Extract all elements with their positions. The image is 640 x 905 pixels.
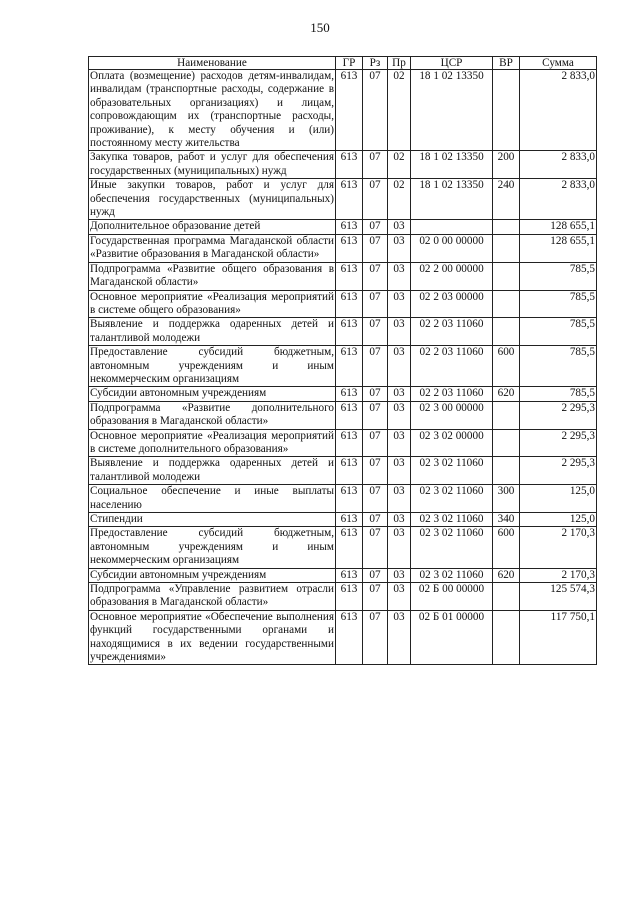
row-name-cell: Выявление и поддержка одаренных детей и талантливой молодежи — [90, 457, 334, 483]
row-name-cell: Основное мероприятие «Обеспечение выполнения функций государственными органами и находящимися в их ведении государственными учреждениями» — [90, 610, 334, 664]
row-rz-cell: 07 — [363, 70, 388, 151]
row-name-cell: Субсидии автономным учреждениям — [89, 568, 336, 582]
header-sum: Сумма — [520, 57, 597, 70]
row-sum-cell: 2 170,3 — [520, 527, 597, 568]
row-rz-cell: 07 — [363, 387, 388, 401]
row-sum-cell: 125,0 — [520, 513, 597, 527]
row-pr-cell: 03 — [388, 610, 411, 665]
row-sum-cell: 785,5 — [520, 346, 597, 387]
table-row — [89, 457, 597, 485]
row-name-cell: Предоставление субсидий бюджетным, автономным учреждениям и иным некоммерческим организациям — [90, 346, 334, 385]
row-rz-cell: 07 — [363, 234, 388, 262]
row-vr-cell — [493, 457, 520, 485]
row-rz-cell: 07 — [363, 457, 388, 485]
table-row — [89, 151, 597, 179]
table-row — [89, 387, 597, 401]
row-name-cell: Закупка товаров, работ и услуг для обеспечения государственных (муниципальных) нужд — [90, 151, 334, 177]
row-gr-cell: 613 — [336, 513, 363, 527]
row-name-cell: Подпрограмма «Развитие общего образования в Магаданской области» — [90, 262, 334, 289]
row-vr-cell: 200 — [493, 151, 520, 179]
row-rz-cell: 07 — [363, 527, 388, 568]
table-row — [89, 220, 597, 234]
row-gr-cell: 613 — [336, 234, 363, 262]
row-csr-cell: 02 3 02 11060 — [411, 457, 493, 485]
row-gr-cell: 613 — [336, 429, 363, 457]
row-sum-cell: 2 170,3 — [520, 568, 597, 582]
row-sum-cell: 2 295,3 — [520, 429, 597, 457]
row-gr-cell: 613 — [336, 485, 363, 513]
row-csr-cell: 18 1 02 13350 — [411, 70, 493, 151]
row-sum-cell: 2 833,0 — [520, 179, 597, 220]
row-gr-cell: 613 — [336, 220, 363, 234]
row-vr-cell: 620 — [493, 387, 520, 401]
row-csr-cell: 18 1 02 13350 — [411, 179, 493, 220]
row-vr-cell — [493, 318, 520, 346]
table-row — [89, 262, 597, 290]
row-sum-cell: 125 574,3 — [520, 583, 597, 611]
row-rz-cell: 07 — [363, 401, 388, 429]
row-rz-cell: 07 — [363, 513, 388, 527]
row-rz-cell: 07 — [363, 290, 388, 318]
row-name-cell: Социальное обеспечение и иные выплаты населению — [90, 485, 334, 511]
table-row — [89, 318, 597, 346]
row-sum-cell: 128 655,1 — [520, 234, 597, 262]
row-csr-cell: 02 Б 00 00000 — [411, 583, 493, 611]
row-vr-cell — [493, 70, 520, 151]
row-pr-cell: 03 — [388, 234, 411, 262]
row-rz-cell: 07 — [363, 220, 388, 234]
row-name-cell: Подпрограмма «Управление развитием отрасли образования в Магаданской области» — [90, 583, 334, 609]
row-csr-cell: 02 2 03 00000 — [411, 290, 493, 318]
row-pr-cell: 03 — [388, 262, 411, 290]
row-name-cell: Дополнительное образование детей — [89, 220, 336, 234]
row-name-cell: Оплата (возмещение) расходов детям-инвалидам, инвалидам (транспортные расходы, содержание в образовательных организациях) и лицам, сопровождающим их (транспортные расходы, проживание), к месту обучения и (или) постоянному месту жительства — [90, 70, 334, 150]
table-row — [89, 401, 597, 429]
header-csr: ЦСР — [411, 57, 493, 70]
row-csr-cell: 18 1 02 13350 — [411, 151, 493, 179]
row-sum-cell: 785,5 — [520, 318, 597, 346]
row-csr-cell: 02 2 00 00000 — [411, 262, 493, 290]
row-sum-cell: 2 833,0 — [520, 70, 597, 151]
row-pr-cell: 03 — [388, 583, 411, 611]
row-pr-cell: 03 — [388, 346, 411, 387]
table-row — [89, 513, 597, 527]
row-rz-cell: 07 — [363, 568, 388, 582]
row-name-cell: Субсидии автономным учреждениям — [89, 387, 336, 401]
row-vr-cell: 340 — [493, 513, 520, 527]
row-name-cell: Стипендии — [89, 513, 336, 527]
row-vr-cell — [493, 234, 520, 262]
row-csr-cell: 02 3 02 11060 — [411, 513, 493, 527]
row-pr-cell: 02 — [388, 179, 411, 220]
row-sum-cell: 117 750,1 — [520, 610, 597, 665]
budget-table — [88, 56, 597, 665]
row-csr-cell: 02 0 00 00000 — [411, 234, 493, 262]
row-pr-cell: 03 — [388, 290, 411, 318]
row-vr-cell: 600 — [493, 527, 520, 568]
row-name-cell: Государственная программа Магаданской области «Развитие образования в Магаданской области» — [90, 234, 334, 261]
row-sum-cell: 125,0 — [520, 485, 597, 513]
row-gr-cell: 613 — [336, 346, 363, 387]
row-vr-cell: 300 — [493, 485, 520, 513]
table-row — [89, 70, 597, 151]
row-vr-cell — [493, 583, 520, 611]
row-csr-cell: 02 3 02 11060 — [411, 485, 493, 513]
row-rz-cell: 07 — [363, 151, 388, 179]
row-sum-cell: 785,5 — [520, 290, 597, 318]
row-name-cell: Подпрограмма «Развитие дополнительного образования в Магаданской области» — [90, 401, 334, 428]
row-rz-cell: 07 — [363, 262, 388, 290]
row-sum-cell: 2 295,3 — [520, 457, 597, 485]
row-gr-cell: 613 — [336, 290, 363, 318]
row-gr-cell: 613 — [336, 179, 363, 220]
row-gr-cell: 613 — [336, 583, 363, 611]
row-csr-cell: 02 3 02 00000 — [411, 429, 493, 457]
table-row — [89, 346, 597, 387]
table-row — [89, 485, 597, 513]
row-gr-cell: 613 — [336, 457, 363, 485]
table-row — [89, 290, 597, 318]
row-pr-cell: 03 — [388, 527, 411, 568]
row-sum-cell: 785,5 — [520, 387, 597, 401]
row-gr-cell: 613 — [336, 318, 363, 346]
row-vr-cell: 600 — [493, 346, 520, 387]
row-csr-cell: 02 3 02 11060 — [411, 527, 493, 568]
row-vr-cell: 620 — [493, 568, 520, 582]
row-sum-cell: 128 655,1 — [520, 220, 597, 234]
row-sum-cell: 2 833,0 — [520, 151, 597, 179]
row-name-cell: Основное мероприятие «Реализация мероприятий в системе дополнительного образования» — [90, 429, 334, 455]
row-pr-cell: 03 — [388, 457, 411, 485]
row-vr-cell — [493, 429, 520, 457]
table-row — [89, 429, 597, 457]
row-csr-cell: 02 3 00 00000 — [411, 401, 493, 429]
row-gr-cell: 613 — [336, 568, 363, 582]
row-rz-cell: 07 — [363, 583, 388, 611]
row-vr-cell — [493, 290, 520, 318]
page-number: 150 — [310, 20, 330, 35]
row-pr-cell: 03 — [388, 401, 411, 429]
row-name-cell: Основное мероприятие «Реализация мероприятий в системе общего образования» — [90, 290, 334, 316]
table-row — [89, 234, 597, 262]
row-pr-cell: 03 — [388, 318, 411, 346]
header-pr: Пр — [388, 57, 411, 70]
row-rz-cell: 07 — [363, 429, 388, 457]
row-pr-cell: 03 — [388, 387, 411, 401]
row-name-cell: Предоставление субсидий бюджетным, автономным учреждениям и иным некоммерческим организациям — [90, 527, 334, 567]
row-gr-cell: 613 — [336, 151, 363, 179]
row-csr-cell: 02 3 02 11060 — [411, 568, 493, 582]
row-gr-cell: 613 — [336, 70, 363, 151]
row-pr-cell: 03 — [388, 429, 411, 457]
row-vr-cell — [493, 220, 520, 234]
header-vr: ВР — [493, 57, 520, 70]
table-header-row — [89, 57, 597, 70]
row-name-cell: Иные закупки товаров, работ и услуг для обеспечения государственных (муниципальных) нужд — [90, 179, 334, 219]
row-name-cell: Выявление и поддержка одаренных детей и талантливой молодежи — [90, 318, 334, 344]
table-row — [89, 179, 597, 220]
row-vr-cell — [493, 401, 520, 429]
row-vr-cell: 240 — [493, 179, 520, 220]
row-pr-cell: 03 — [388, 220, 411, 234]
header-rz: Рз — [363, 57, 388, 70]
row-vr-cell — [493, 262, 520, 290]
row-gr-cell: 613 — [336, 387, 363, 401]
row-rz-cell: 07 — [363, 318, 388, 346]
table-row — [89, 583, 597, 611]
row-pr-cell: 03 — [388, 513, 411, 527]
table-row — [89, 568, 597, 582]
row-rz-cell: 07 — [363, 346, 388, 387]
row-rz-cell: 07 — [363, 179, 388, 220]
row-pr-cell: 03 — [388, 568, 411, 582]
table-row — [89, 610, 597, 665]
table-row — [89, 527, 597, 568]
row-csr-cell — [411, 220, 493, 234]
row-csr-cell: 02 2 03 11060 — [411, 346, 493, 387]
header-name: Наименование — [89, 57, 336, 70]
row-csr-cell: 02 Б 01 00000 — [411, 610, 493, 665]
row-sum-cell: 785,5 — [520, 262, 597, 290]
row-rz-cell: 07 — [363, 610, 388, 665]
row-csr-cell: 02 2 03 11060 — [411, 387, 493, 401]
header-gr: ГР — [336, 57, 363, 70]
row-csr-cell: 02 2 03 11060 — [411, 318, 493, 346]
row-sum-cell: 2 295,3 — [520, 401, 597, 429]
row-gr-cell: 613 — [336, 527, 363, 568]
row-gr-cell: 613 — [336, 262, 363, 290]
row-vr-cell — [493, 610, 520, 665]
row-pr-cell: 02 — [388, 70, 411, 151]
row-gr-cell: 613 — [336, 401, 363, 429]
row-rz-cell: 07 — [363, 485, 388, 513]
row-gr-cell: 613 — [336, 610, 363, 665]
row-pr-cell: 03 — [388, 485, 411, 513]
row-pr-cell: 02 — [388, 151, 411, 179]
